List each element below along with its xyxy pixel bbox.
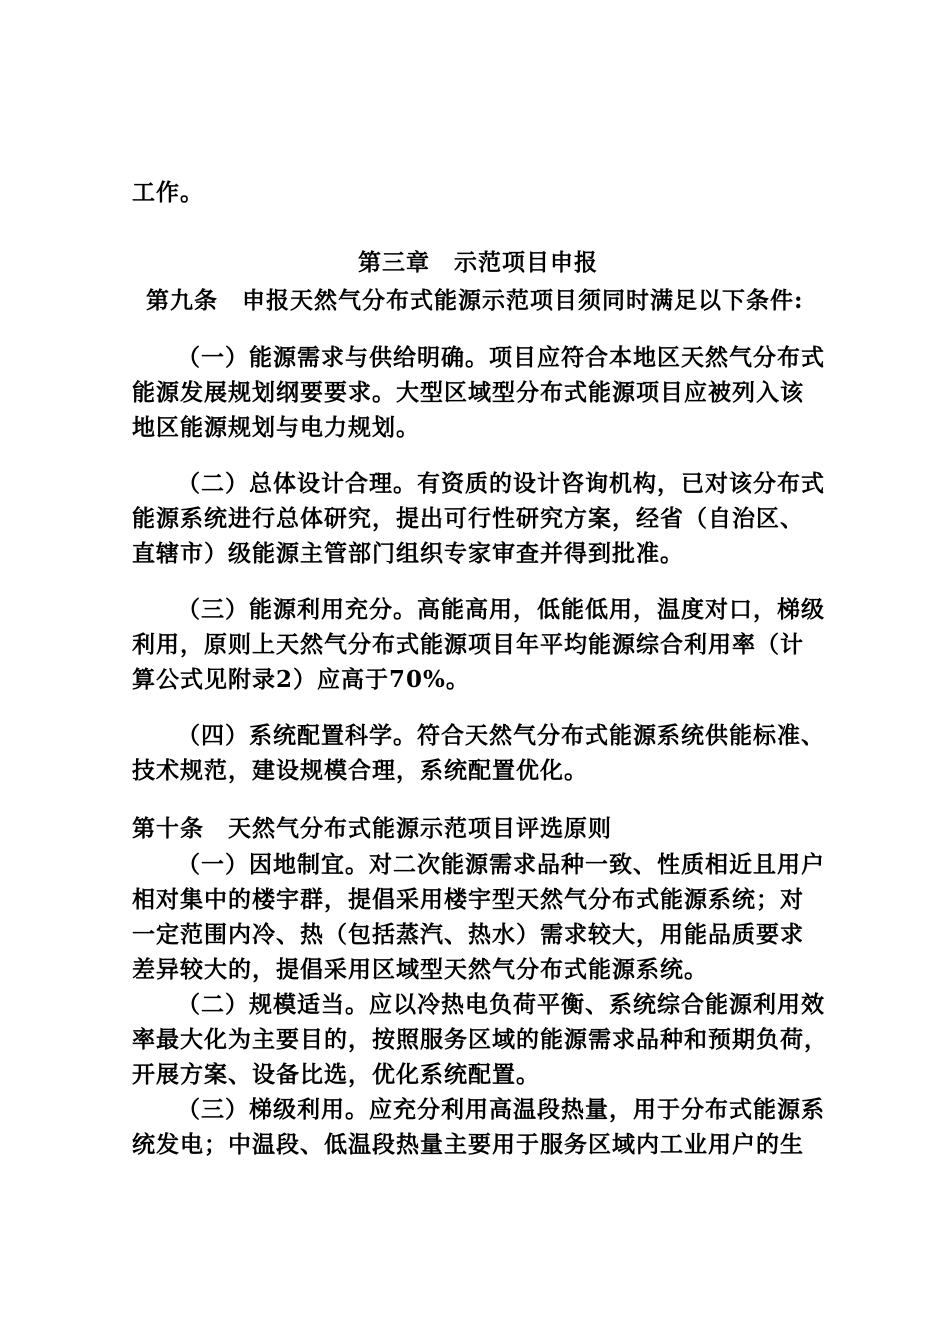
condition-1-line-2: 能源发展规划纲要要求。大型区域型分布式能源项目应被列入该 [132, 379, 804, 406]
text-line-continuation: 工作。 [132, 179, 204, 206]
condition-1-line-3: 地区能源规划与电力规划。 [132, 414, 420, 441]
article-10-heading: 第十条 天然气分布式能源示范项目评选原则 [132, 815, 612, 842]
principle-1-line-4: 差异较大的，提倡采用区域型天然气分布式能源系统。 [132, 956, 708, 983]
principle-2-line-1: （二）规模适当。应以冷热电负荷平衡、系统综合能源利用效 [177, 991, 825, 1018]
principle-2-line-2: 率最大化为主要目的，按照服务区域的能源需求品种和预期负荷， [132, 1026, 828, 1053]
principle-3-line-2: 统发电；中温段、低温段热量主要用于服务区域内工业用户的生 [132, 1131, 804, 1158]
principle-2-line-3: 开展方案、设备比选，优化系统配置。 [132, 1061, 540, 1088]
condition-3-line-1: （三）能源利用充分。高能高用，低能低用，温度对口，梯级 [177, 596, 825, 623]
principle-3-line-1: （三）梯级利用。应充分利用高温段热量，用于分布式能源系 [177, 1096, 825, 1123]
principle-1-line-2: 相对集中的楼宇群，提倡采用楼宇型天然气分布式能源系统；对 [132, 886, 804, 913]
condition-4-line-2: 技术规范，建设规模合理，系统配置优化。 [132, 757, 588, 784]
condition-4-line-1: （四）系统配置科学。符合天然气分布式能源系统供能标准、 [177, 722, 825, 749]
condition-2-line-2: 能源系统进行总体研究，提出可行性研究方案，经省（自治区、 [132, 505, 804, 532]
condition-2-line-1: （二）总体设计合理。有资质的设计咨询机构，已对该分布式 [177, 470, 825, 497]
principle-1-line-1: （一）因地制宜。对二次能源需求品种一致、性质相近且用户 [177, 851, 825, 878]
article-9-heading: 第九条 申报天然气分布式能源示范项目须同时满足以下条件: [146, 287, 804, 314]
condition-1-line-1: （一）能源需求与供给明确。项目应符合本地区天然气分布式 [177, 344, 825, 371]
condition-3-line-3: 算公式见附录2）应高于70%。 [132, 666, 470, 693]
principle-1-line-3: 一定范围内冷、热（包括蒸汽、热水）需求较大，用能品质要求 [132, 921, 804, 948]
condition-3-line-2: 利用，原则上天然气分布式能源项目年平均能源综合利用率（计 [132, 631, 804, 658]
condition-2-line-3: 直辖市）级能源主管部门组织专家审查并得到批准。 [132, 540, 684, 567]
chapter-heading: 第三章 示范项目申报 [358, 249, 598, 276]
